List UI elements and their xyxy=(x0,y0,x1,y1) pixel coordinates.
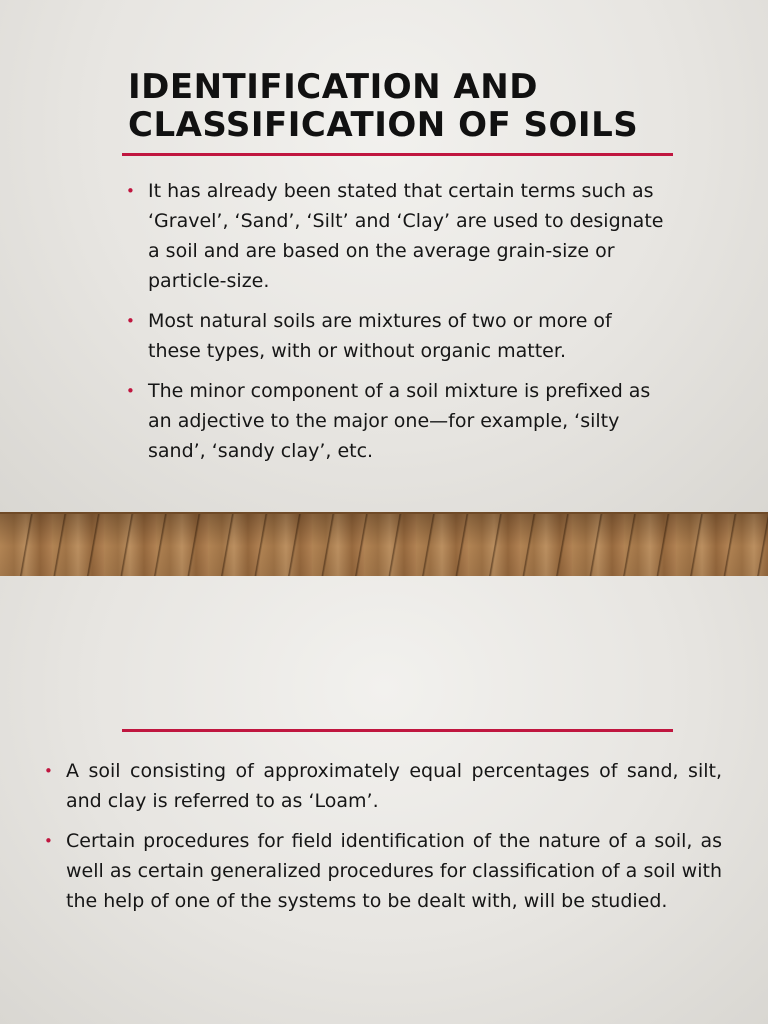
bullet-item xyxy=(126,306,666,366)
slide-title: IDENTIFICATION AND CLASSIFICATION OF SOILS xyxy=(128,67,639,145)
bullet-item xyxy=(126,176,666,296)
bullet-icon: • xyxy=(126,312,135,330)
bullet-text: The minor component of a soil mixture is prefixed as an adjective to the major one—for example, ‘silty sand’, ‘sandy clay’, etc. xyxy=(148,380,651,462)
bullet-icon: • xyxy=(126,182,135,200)
bullet-item xyxy=(44,756,722,816)
title-divider xyxy=(122,729,673,732)
bullet-text: Most natural soils are mixtures of two or more of these types, with or without organic matter. xyxy=(148,310,612,362)
wood-floor-divider xyxy=(0,512,768,578)
bullet-icon: • xyxy=(44,762,53,780)
bullet-text: It has already been stated that certain terms such as ‘Gravel’, ‘Sand’, ‘Silt’ and ‘Clay’ are used to designate a soil and are based on the average grain-size or particle-size. xyxy=(148,180,664,292)
slide-2 xyxy=(0,576,768,1024)
bullet-item xyxy=(44,826,722,916)
bullet-item xyxy=(126,376,666,466)
bullet-icon: • xyxy=(126,382,135,400)
bullet-icon: • xyxy=(44,832,53,850)
floor-shading xyxy=(0,514,768,578)
bullet-text: Certain procedures for field identification of the nature of a soil, as well as certain generalized procedures for classification of a soil with the help of one of the systems to be dealt with, will be studied. xyxy=(66,830,722,912)
slide-2-bullet-list xyxy=(44,756,722,926)
bullet-text: A soil consisting of approximately equal percentages of sand, silt, and clay is referred to as ‘Loam’. xyxy=(66,760,722,812)
slide-1-bullet-list xyxy=(126,176,666,476)
title-divider xyxy=(122,153,673,156)
